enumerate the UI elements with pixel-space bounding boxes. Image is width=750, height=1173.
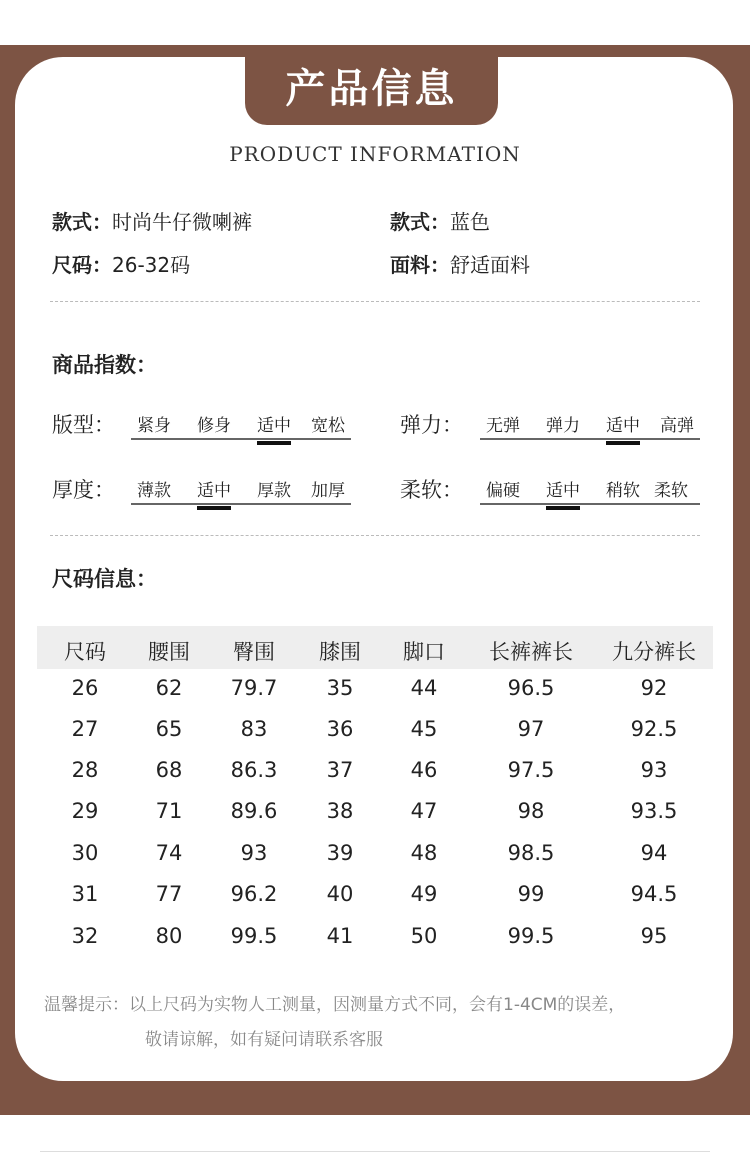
- table-cell: 30: [71, 841, 99, 865]
- scale-option-selected: 适中: [257, 411, 291, 436]
- table-cell: 97: [517, 717, 545, 741]
- index-label-thickness: 厚度：: [52, 478, 115, 502]
- index-scale-softness: [480, 473, 700, 505]
- table-cell: 47: [410, 799, 438, 823]
- spec-value: 舒适面料: [450, 253, 530, 277]
- table-cell: 92: [640, 676, 668, 700]
- spec-label: 尺码：: [52, 253, 112, 277]
- table-cell: 94.5: [630, 882, 678, 906]
- table-cell: 96.5: [507, 676, 555, 700]
- table-cell: 99.5: [507, 924, 555, 948]
- spec-size: [52, 249, 190, 278]
- table-cell: 45: [410, 717, 438, 741]
- scale-option: 紧身: [137, 416, 171, 436]
- table-cell: 32: [71, 924, 99, 948]
- size-table-title: 尺码信息：: [52, 567, 157, 591]
- table-cell: 38: [326, 799, 354, 823]
- table-cell: 62: [155, 676, 183, 700]
- scale-option: 宽松: [311, 416, 345, 436]
- table-cell: 94: [640, 841, 668, 865]
- table-cell: 29: [71, 799, 99, 823]
- table-cell: 86.3: [230, 758, 278, 782]
- scale-option: 稍软: [606, 481, 640, 501]
- table-cell: 89.6: [230, 799, 278, 823]
- table-cell: 71: [155, 799, 183, 823]
- table-cell: 39: [326, 841, 354, 865]
- scale-option-selected: 适中: [197, 476, 231, 501]
- table-cell: 99.5: [230, 924, 278, 948]
- scale-option: 无弹: [486, 416, 520, 436]
- table-cell: 74: [155, 841, 183, 865]
- table-cell: 50: [410, 924, 438, 948]
- scale-option: 修身: [197, 416, 231, 436]
- table-cell: 80: [155, 924, 183, 948]
- table-cell: 27: [71, 717, 99, 741]
- spec-color: [390, 206, 490, 235]
- table-header-cell: 脚口: [403, 640, 445, 664]
- table-cell: 98.5: [507, 841, 555, 865]
- scale-option: 高弹: [660, 416, 694, 436]
- note-text-continued: 敬请谅解，如有疑问请联系客服: [145, 1030, 383, 1050]
- spec-fabric: [390, 249, 530, 278]
- table-cell: 99: [517, 882, 545, 906]
- table-header-cell: 膝围: [319, 640, 361, 664]
- table-cell: 97.5: [507, 758, 555, 782]
- table-header-cell: 尺码: [64, 640, 106, 664]
- table-cell: 65: [155, 717, 183, 741]
- scale-option: 偏硬: [486, 481, 520, 501]
- index-label-fit: 版型：: [52, 413, 115, 437]
- spec-label: 面料：: [390, 253, 450, 277]
- table-cell: 95: [640, 924, 668, 948]
- index-label-softness: 柔软：: [400, 478, 463, 502]
- table-cell: 68: [155, 758, 183, 782]
- note-text: 温馨提示：以上尺码为实物人工测量，因测量方式不同，会有1-4CM的误差，: [44, 995, 626, 1015]
- index-label-stretch: 弹力：: [400, 413, 463, 437]
- table-cell: 40: [326, 882, 354, 906]
- scale-option: 厚款: [257, 481, 291, 501]
- table-cell: 48: [410, 841, 438, 865]
- table-header-cell: 九分裤长: [612, 640, 696, 664]
- page-subtitle: PRODUCT INFORMATION: [229, 142, 521, 166]
- table-cell: 93: [640, 758, 668, 782]
- table-cell: 96.2: [230, 882, 278, 906]
- table-header-cell: 长裤裤长: [489, 640, 573, 664]
- table-cell: 98: [517, 799, 545, 823]
- table-cell: 35: [326, 676, 354, 700]
- table-cell: 49: [410, 882, 438, 906]
- indices-title: 商品指数：: [52, 353, 157, 377]
- table-cell: 36: [326, 717, 354, 741]
- scale-option-selected: 适中: [546, 476, 580, 501]
- table-cell: 31: [71, 882, 99, 906]
- page-title: 产品信息: [245, 45, 498, 125]
- table-cell: 44: [410, 676, 438, 700]
- spec-value: 时尚牛仔微喇裤: [112, 210, 252, 234]
- index-scale-stretch: [480, 408, 700, 440]
- table-cell: 92.5: [630, 717, 678, 741]
- table-cell: 37: [326, 758, 354, 782]
- table-cell: 83: [240, 717, 268, 741]
- table-cell: 41: [326, 924, 354, 948]
- scale-option: 柔软: [654, 481, 688, 501]
- scale-option: 薄款: [137, 481, 171, 501]
- table-cell: 93: [240, 841, 268, 865]
- divider: [50, 301, 700, 302]
- divider: [50, 535, 700, 536]
- bottom-divider: [40, 1151, 710, 1152]
- scale-option: 加厚: [311, 481, 345, 501]
- table-cell: 28: [71, 758, 99, 782]
- spec-value: 26-32码: [112, 253, 191, 277]
- index-scale-thickness: [131, 473, 351, 505]
- table-cell: 79.7: [230, 676, 278, 700]
- spec-label: 款式：: [52, 210, 112, 234]
- scale-option: 弹力: [546, 416, 580, 436]
- spec-value: 蓝色: [450, 210, 490, 234]
- table-cell: 46: [410, 758, 438, 782]
- table-cell: 26: [71, 676, 99, 700]
- table-cell: 77: [155, 882, 183, 906]
- scale-option-selected: 适中: [606, 411, 640, 436]
- spec-style: [52, 206, 252, 235]
- table-header-cell: 臀围: [233, 640, 275, 664]
- table-cell: 93.5: [630, 799, 678, 823]
- table-header-cell: 腰围: [148, 640, 190, 664]
- index-scale-fit: [131, 408, 351, 440]
- spec-label: 款式：: [390, 210, 450, 234]
